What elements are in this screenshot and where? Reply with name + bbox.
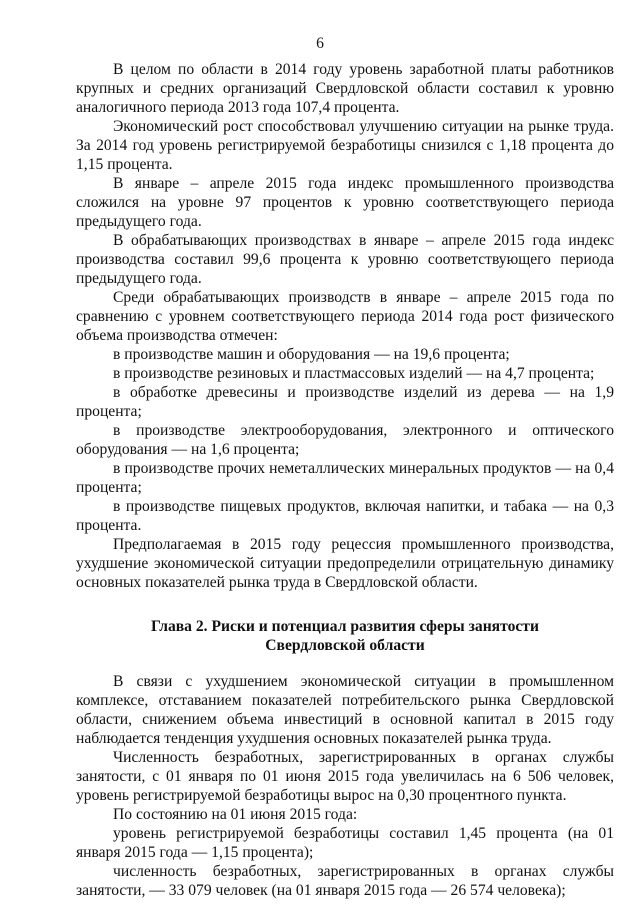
list-item-minerals: в производстве прочих неметаллических минеральных продуктов — на 0,4 процента; xyxy=(76,460,614,496)
list-item-rubber-plastics: в производстве резиновых и пластмассовых изделий — на 4,7 процента; xyxy=(113,365,595,382)
paragraph-unemployed-increase: Численность безработных, зарегистрированных в органах службы занятости, с 01 января по 01 июня 2015 года увеличилась на 6 506 человек, уровень регистрируемой безработицы вырос на 0,30 процентного пункта. xyxy=(76,749,614,804)
paragraph-salary: В целом по области в 2014 году уровень заработной платы работников крупных и средних организаций Свердловской области составил к уровню аналогичного периода 2013 года 107,4 процента. xyxy=(76,61,614,116)
chapter-heading-line-2: Свердловской области xyxy=(265,637,425,654)
list-item-unemployment-rate: уровень регистрируемой безработицы составил 1,45 процента (на 01 января 2015 года — 1,15 процента); xyxy=(76,825,614,861)
document-body xyxy=(76,60,614,900)
chapter-heading-line-1: Глава 2. Риски и потенциал развития сферы занятости xyxy=(151,618,539,635)
chapter-heading xyxy=(76,617,614,655)
paragraph-manufacturing-index: В обрабатывающих производствах в январе – апреле 2015 года индекс производства составил 99,6 процента к уровню соответствующего периода предыдущего года. xyxy=(76,232,614,287)
paragraph-as-of-date: По состоянию на 01 июня 2015 года: xyxy=(113,806,358,823)
paragraph-unemployment-2014: Экономический рост способствовал улучшению ситуации на рынке труда. За 2014 год уровень регистрируемой безработицы снизился с 1,18 процента до 1,15 процента. xyxy=(76,118,614,173)
list-item-machinery: в производстве машин и оборудования — на 19,6 процента; xyxy=(113,346,510,363)
paragraph-economic-deterioration: В связи с ухудшением экономической ситуации в промышленном комплексе, отставанием показателей потребительского рынка Свердловской области, снижением объема инвестиций в основной капитал в 2015 году наблюдается тенденция ухудшения основных показателей рынка труда. xyxy=(76,673,614,747)
list-item-electrical: в производстве электрооборудования, электронного и оптического оборудования — на 1,6 процента; xyxy=(76,422,614,458)
paragraph-growth-intro: Среди обрабатывающих производств в январе – апреле 2015 года по сравнению с уровнем соответствующего периода 2014 года рост физического объема производства отмечен: xyxy=(76,289,614,344)
list-item-unemployed-count: численность безработных, зарегистрированных в органах службы занятости, — 33 079 человек (на 01 января 2015 года — 26 574 человека); xyxy=(76,863,614,899)
list-item-food: в производстве пищевых продуктов, включая напитки, и табака — на 0,3 процента. xyxy=(76,498,614,534)
paragraph-recession: Предполагаемая в 2015 году рецессия промышленного производства, ухудшение экономической ситуации предопределили отрицательную динамику основных показателей рынка труда в Свердловской области. xyxy=(76,536,614,591)
paragraph-industrial-index: В январе – апреле 2015 года индекс промышленного производства сложился на уровне 97 процентов к уровню соответствующего периода предыдущего года. xyxy=(76,175,614,230)
list-item-wood: в обработке древесины и производстве изделий из дерева — на 1,9 процента; xyxy=(76,384,614,420)
page-number: 6 xyxy=(316,35,324,52)
